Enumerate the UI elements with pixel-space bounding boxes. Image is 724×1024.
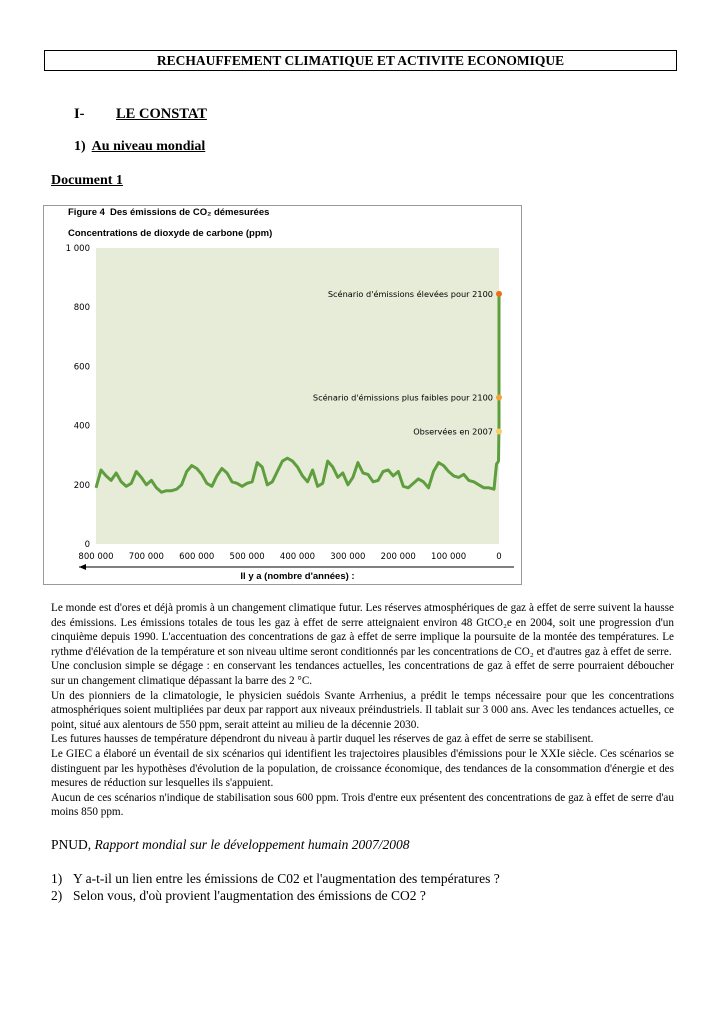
co2-chart xyxy=(44,206,523,586)
question-number: 2) xyxy=(51,888,63,903)
x-tick-label: 200 000 xyxy=(380,552,416,562)
high-scenario-point xyxy=(496,291,502,297)
x-tick-label: 300 000 xyxy=(330,552,366,562)
y-tick-label: 200 xyxy=(73,480,90,491)
low-scenario-label: Scénario d'émissions plus faibles pour 2100 xyxy=(312,392,493,403)
paragraph: Le monde est d'ores et déjà promis à un changement climatique futur. Les réserves atmosphériques de gaz à effet de serre suivent la hausse des émissions. Les émissions totales de tous les gaz à effet de serre atteignaient environ 48 GtCO₂e en 2004, soit une progression d'un cinquième depuis 1990. L'accentuation des concentrations de gaz à effet de serre implique la poursuite de la montée des températures. Le rythme d'élévation de la température et son niveau ultime seront conditionnés par les concentrations de CO₂ et d'autres gaz à effet de serre. xyxy=(51,602,674,658)
section-title: LE CONSTAT xyxy=(116,106,207,122)
question-item xyxy=(51,887,500,904)
y-tick-label: 0 xyxy=(84,540,90,550)
x-axis-title: Il y a (nombre d'années) : xyxy=(240,571,355,582)
question-text: Selon vous, d'où provient l'augmentation des émissions de CO2 ? xyxy=(73,888,426,903)
y-tick-label: 600 xyxy=(73,362,90,373)
paragraph: Aucun de ces scénarios n'indique de stabilisation sous 600 ppm. Trois d'entre eux présentent des concentrations de gaz à effet de serre d'au moins 850 ppm. xyxy=(51,791,674,819)
section-heading xyxy=(74,106,207,123)
source-org: PNUD, xyxy=(51,837,92,852)
x-tick-label: 600 000 xyxy=(179,552,215,562)
subsection-title: Au niveau mondial xyxy=(91,139,206,154)
x-tick-label: 400 000 xyxy=(279,552,316,562)
x-tick-label: 100 000 xyxy=(431,552,467,562)
x-axis-arrowhead xyxy=(79,564,86,570)
paragraph: Le GIEC a élaboré un éventail de six scénarios qui identifient les trajectoires plausibles d'émissions pour le XXIe siècle. Ces scénarios se distinguent par les hypothèses d'évolution de la population, de croissance économique, des tendances de la consommation d'énergie et des mesures de réduction sur lesquelles ils s'appuient. xyxy=(51,747,674,790)
question-number: 1) xyxy=(51,871,63,886)
source-title: Rapport mondial sur le développement humain 2007/2008 xyxy=(94,837,410,852)
low-scenario-point xyxy=(496,394,502,400)
co2-figure xyxy=(43,205,522,585)
x-tick-label: 0 xyxy=(496,552,502,562)
document-label: Document 1 xyxy=(51,173,123,188)
x-tick-label: 800 000 xyxy=(78,552,114,562)
section-number: I- xyxy=(74,106,85,122)
figure-title xyxy=(68,207,269,218)
page-title: RECHAUFFEMENT CLIMATIQUE ET ACTIVITE ECONOMIQUE xyxy=(44,50,677,71)
question-text: Y a-t-il un lien entre les émissions de C02 et l'augmentation des températures ? xyxy=(73,871,500,886)
question-item xyxy=(51,870,500,887)
y-tick-label: 800 xyxy=(73,303,90,314)
x-tick-label: 700 000 xyxy=(128,552,164,562)
paragraph: Une conclusion simple se dégage : en conservant les tendances actuelles, les concentrations de gaz à effet de serre pourraient déboucher sur un changement climatique dépassant la barre des 2 °C. xyxy=(51,660,674,687)
x-axis-ticks xyxy=(78,552,501,562)
article-text xyxy=(51,601,674,820)
subsection-number: 1) xyxy=(74,139,86,154)
figure-title-text: Des émissions de CO₂ démesurées xyxy=(109,207,270,218)
observed-2007-point xyxy=(496,429,502,435)
questions xyxy=(51,870,500,904)
figure-number: Figure 4 xyxy=(68,207,105,218)
y-axis-ticks xyxy=(66,244,90,550)
y-tick-label: 400 xyxy=(73,421,90,432)
x-tick-label: 500 000 xyxy=(229,552,265,562)
y-tick-label: 1 000 xyxy=(65,244,90,254)
y-axis-title: Concentrations de dioxyde de carbone (ppm) xyxy=(68,228,273,239)
subsection-heading xyxy=(74,139,205,155)
source-citation xyxy=(51,837,409,853)
observed-2007-label: Observées en 2007 xyxy=(413,426,493,437)
paragraph: Un des pionniers de la climatologie, le physicien suédois Svante Arrhenius, a prédit le temps nécessaire pour que les concentrations atmosphériques soient multipliées par deux par rapport aux niveaux préindustriels. Il tablait sur 3 000 ans. Avec les tendances actuelles, ce point, situé aux alentours de 550 ppm, serait atteint au milieu de la décennie 2030. xyxy=(51,689,674,731)
high-scenario-label: Scénario d'émissions élevées pour 2100 xyxy=(327,288,493,299)
paragraph: Les futures hausses de température dépendront du niveau à partir duquel les réserves de gaz à effet de serre se stabilisent. xyxy=(51,733,594,746)
